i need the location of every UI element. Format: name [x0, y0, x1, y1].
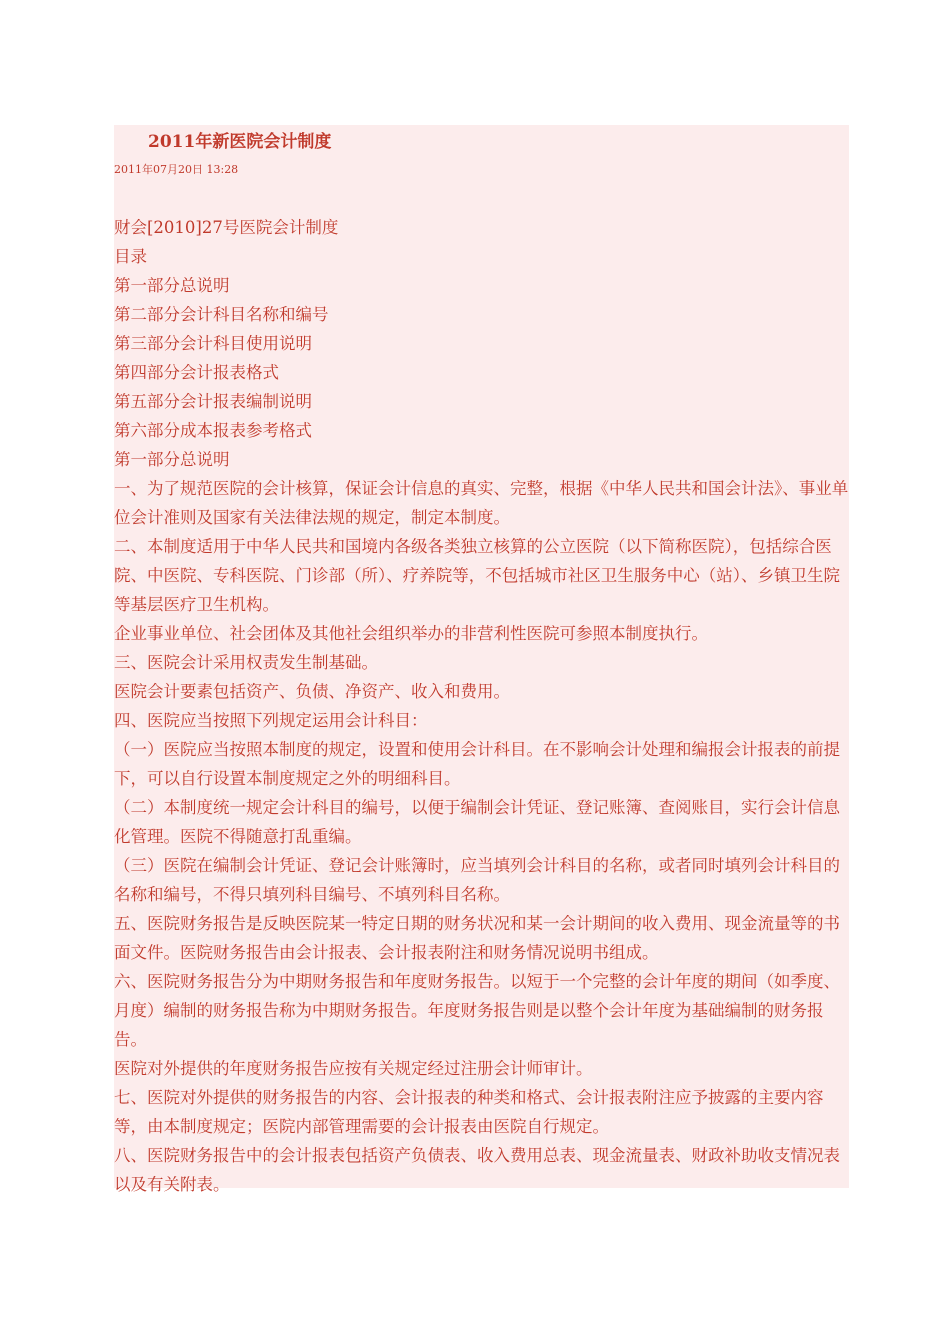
article-date: 2011年07月20日 13:28: [114, 163, 239, 176]
paragraph: （一）医院应当按照本制度的规定，设置和使用会计科目。在不影响会计处理和编报会计报表的前提下，可以自行设置本制度规定之外的明细科目。: [114, 740, 840, 788]
paragraph: 四、医院应当按照下列规定运用会计科目：: [114, 711, 428, 730]
paragraph: 医院会计要素包括资产、负债、净资产、收入和费用。: [114, 682, 510, 701]
paragraph: 企业事业单位、社会团体及其他社会组织举办的非营利性医院可参照本制度执行。: [114, 624, 708, 643]
paragraph: 三、医院会计采用权责发生制基础。: [114, 653, 378, 672]
paragraph: 第四部分会计报表格式: [114, 363, 279, 382]
article-title: 2011年新医院会计制度: [148, 132, 332, 152]
paragraph: 二、本制度适用于中华人民共和国境内各级各类独立核算的公立医院（以下简称医院），包括综合医院、中医院、专科医院、门诊部（所）、疗养院等，不包括城市社区卫生服务中心（站）、乡镇卫生院等基层医疗卫生机构。: [114, 537, 840, 614]
paragraph: 第二部分会计科目名称和编号: [114, 305, 329, 324]
paragraph: 第六部分成本报表参考格式: [114, 421, 312, 440]
paragraph: 第三部分会计科目使用说明: [114, 334, 312, 353]
paragraph: 第五部分会计报表编制说明: [114, 392, 312, 411]
paragraph: （二）本制度统一规定会计科目的编号，以便于编制会计凭证、登记账簿、查阅账目，实行会计信息化管理。医院不得随意打乱重编。: [114, 798, 840, 846]
paragraph: 五、医院财务报告是反映医院某一特定日期的财务状况和某一会计期间的收入费用、现金流量等的书面文件。医院财务报告由会计报表、会计报表附注和财务情况说明书组成。: [114, 914, 840, 962]
paragraph: 医院对外提供的年度财务报告应按有关规定经过注册会计师审计。: [114, 1059, 593, 1078]
paragraph: 第一部分总说明: [114, 450, 230, 469]
paragraph: 八、医院财务报告中的会计报表包括资产负债表、收入费用总表、现金流量表、财政补助收支情况表以及有关附表。: [114, 1146, 840, 1194]
article-body: [114, 213, 849, 1199]
paragraph: 目录: [114, 247, 147, 266]
paragraph: （三）医院在编制会计凭证、登记会计账簿时，应当填列会计科目的名称，或者同时填列会计科目的名称和编号，不得只填列科目编号、不填列科目名称。: [114, 856, 840, 904]
paragraph: 财会[2010]27号医院会计制度: [114, 218, 339, 237]
article-block: [114, 125, 849, 1194]
paragraph: 第一部分总说明: [114, 276, 230, 295]
paragraph: 六、医院财务报告分为中期财务报告和年度财务报告。以短于一个完整的会计年度的期间（如季度、月度）编制的财务报告称为中期财务报告。年度财务报告则是以整个会计年度为基础编制的财务报告。: [114, 972, 840, 1049]
paragraph: 七、医院对外提供的财务报告的内容、会计报表的种类和格式、会计报表附注应予披露的主要内容等，由本制度规定；医院内部管理需要的会计报表由医院自行规定。: [114, 1088, 824, 1136]
paragraph: 一、为了规范医院的会计核算，保证会计信息的真实、完整，根据《中华人民共和国会计法》、事业单位会计准则及国家有关法律法规的规定，制定本制度。: [114, 479, 849, 527]
